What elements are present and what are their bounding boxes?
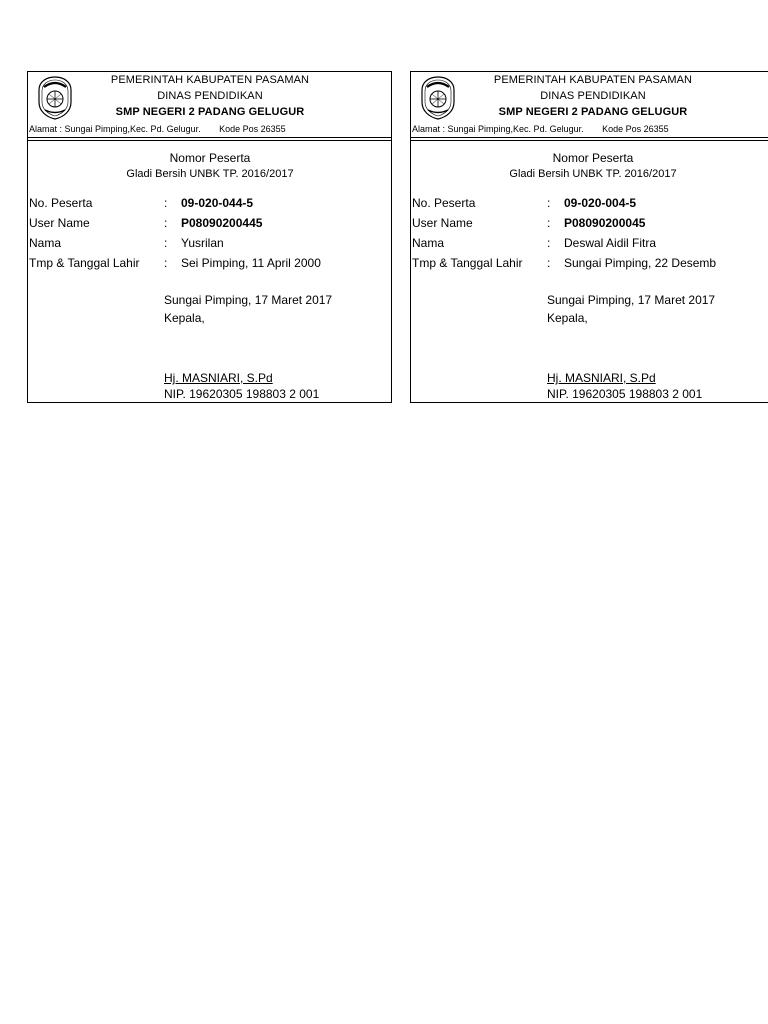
- government-name: PEMERINTAH KABUPATEN PASAMAN: [110, 74, 310, 86]
- field-label: No. Peserta: [29, 196, 93, 210]
- exam-card-2: [410, 71, 768, 403]
- government-name: PEMERINTAH KABUPATEN PASAMAN: [493, 74, 693, 86]
- address-line: [412, 124, 669, 134]
- divider: [28, 140, 391, 141]
- signature-name: Hj. MASNIARI, S.Pd: [164, 371, 273, 385]
- letterhead: [28, 72, 391, 136]
- field-colon: :: [164, 256, 168, 270]
- signature-place-date: Sungai Pimping, 17 Maret 2017: [164, 293, 333, 307]
- postal-code: Kode Pos 26355: [219, 124, 286, 134]
- address-text: Alamat : Sungai Pimping,Kec. Pd. Gelugur.: [29, 124, 201, 134]
- address-line: [29, 124, 286, 134]
- field-colon: :: [547, 256, 551, 270]
- field-value: Yusrilan: [181, 236, 224, 250]
- exam-card-1: [27, 71, 392, 403]
- field-colon: :: [547, 216, 551, 230]
- divider: [411, 137, 768, 138]
- field-colon: :: [547, 196, 551, 210]
- school-name: SMP NEGERI 2 PADANG GELUGUR: [115, 106, 305, 118]
- address-text: Alamat : Sungai Pimping,Kec. Pd. Gelugur.: [412, 124, 584, 134]
- field-value: Sungai Pimping, 22 Desemb: [564, 256, 717, 270]
- field-colon: :: [164, 236, 168, 250]
- department-name: DINAS PENDIDIKAN: [157, 90, 263, 102]
- department-name: DINAS PENDIDIKAN: [540, 90, 646, 102]
- letterhead: [411, 72, 768, 136]
- field-label: User Name: [29, 216, 90, 230]
- card-title: Nomor Peserta: [552, 151, 634, 165]
- card-subtitle: Gladi Bersih UNBK TP. 2016/2017: [126, 168, 294, 180]
- signature-role: Kepala,: [164, 311, 205, 325]
- signature-name: Hj. MASNIARI, S.Pd: [547, 371, 656, 385]
- field-value: Sei Pimping, 11 April 2000: [181, 256, 321, 270]
- field-value: 09-020-004-5: [564, 196, 637, 210]
- card-subtitle: Gladi Bersih UNBK TP. 2016/2017: [509, 168, 677, 180]
- field-label: Nama: [412, 236, 445, 250]
- field-value: 09-020-044-5: [181, 196, 254, 210]
- field-value: Deswal Aidil Fitra: [564, 236, 657, 250]
- field-colon: :: [164, 216, 168, 230]
- field-label: Tmp & Tanggal Lahir: [412, 256, 523, 270]
- field-label: Tmp & Tanggal Lahir: [29, 256, 140, 270]
- field-label: User Name: [412, 216, 473, 230]
- field-colon: :: [547, 236, 551, 250]
- field-label: Nama: [29, 236, 62, 250]
- school-name: SMP NEGERI 2 PADANG GELUGUR: [498, 106, 688, 118]
- postal-code: Kode Pos 26355: [602, 124, 669, 134]
- signature-role: Kepala,: [547, 311, 588, 325]
- field-colon: :: [164, 196, 168, 210]
- card-title: Nomor Peserta: [169, 151, 251, 165]
- signature-nip: NIP. 19620305 198803 2 001: [164, 387, 320, 401]
- signature-place-date: Sungai Pimping, 17 Maret 2017: [547, 293, 716, 307]
- signature-nip: NIP. 19620305 198803 2 001: [547, 387, 703, 401]
- divider: [28, 137, 391, 138]
- divider: [411, 140, 768, 141]
- field-label: No. Peserta: [412, 196, 476, 210]
- field-value: P08090200045: [564, 216, 646, 230]
- field-value: P08090200445: [181, 216, 263, 230]
